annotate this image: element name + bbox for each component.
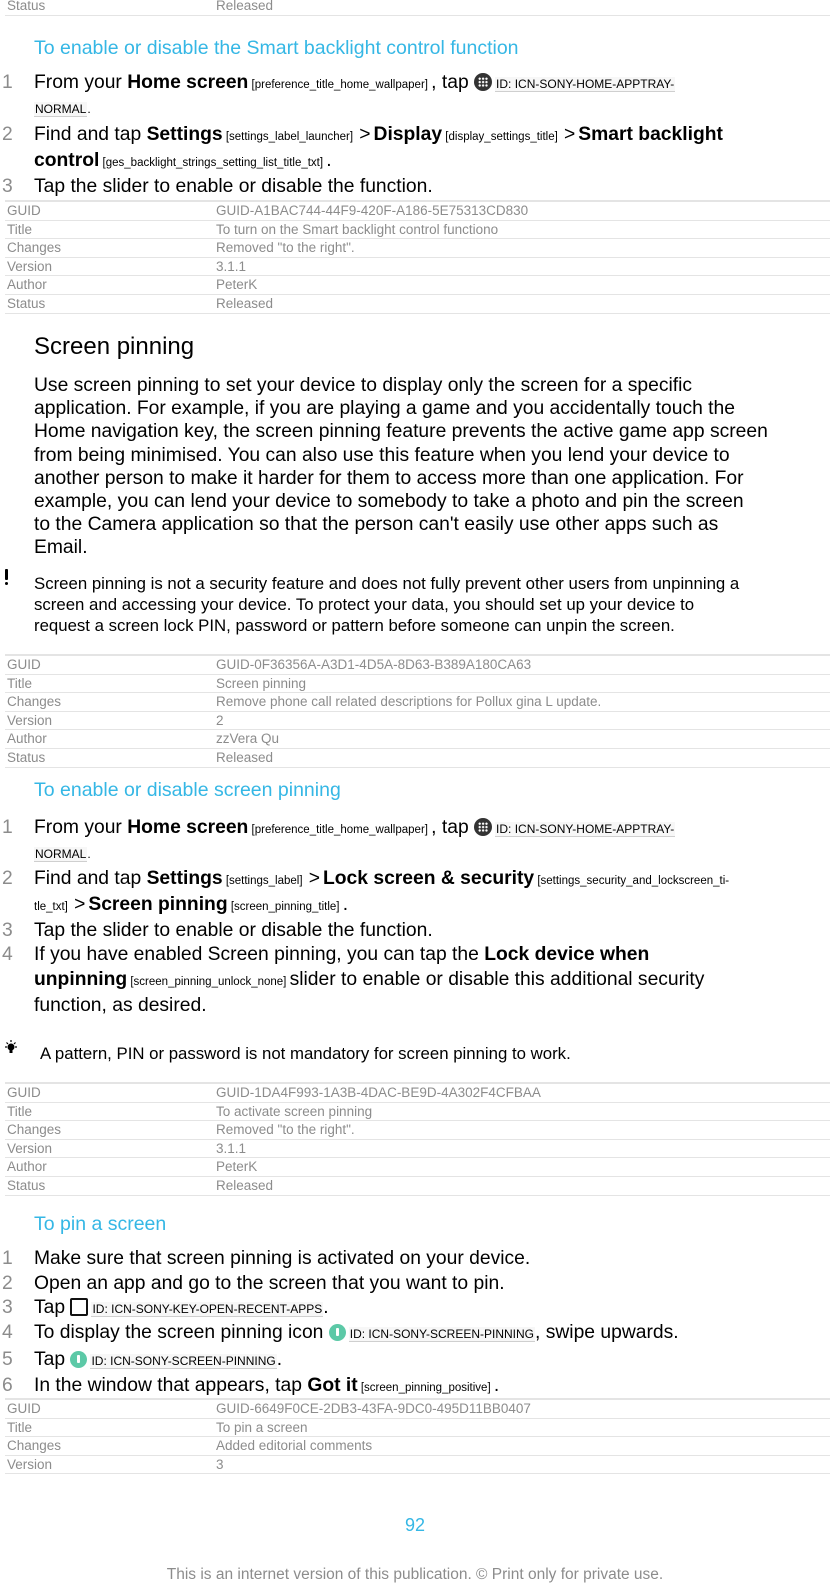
string-id-tag: tle_txt]: [34, 901, 72, 913]
footer-disclaimer: This is an internet version of this publication. © Print only for private use.: [166, 1566, 664, 1583]
step-number: 1: [2, 1248, 13, 1269]
meta-value: GUID-1DA4F993-1A3B-4DAC-BE9D-4A302F4CFBAA: [216, 1085, 541, 1100]
meta-value: Remove phone call related descriptions for Pollux gina L update.: [216, 694, 602, 710]
string-id-tag: [screen_pinning_unlock_none]: [127, 976, 290, 988]
meta-key: Version: [7, 1456, 53, 1472]
meta-value: 3: [216, 1456, 224, 1472]
meta-value: To pin a screen: [216, 1419, 308, 1435]
paragraph-line: Use screen pinning to set your device to display only the screen for a specific: [34, 375, 693, 396]
section-title-pin-a-screen: To pin a screen: [34, 1213, 167, 1235]
meta-value: Released: [216, 749, 274, 765]
paragraph-line: application. For example, if you are playing a game and you accidentally touch the: [34, 398, 735, 420]
step-number: 3: [2, 920, 13, 941]
meta-row: [5, 749, 830, 768]
step-number: 1: [2, 72, 13, 93]
meta-value: Released: [216, 1177, 274, 1193]
screen-pinning-icon: [329, 1324, 346, 1341]
meta-row: [5, 258, 830, 277]
string-id-tag: [preference_title_home_wallpaper]: [248, 824, 432, 836]
warning-icon: [4, 569, 9, 589]
meta-key: Status: [7, 0, 46, 13]
ui-label-home-screen: Home screen: [127, 817, 249, 838]
meta-row: [5, 1419, 830, 1438]
meta-key: Changes: [7, 1122, 62, 1138]
meta-row: [5, 1103, 830, 1122]
meta-table-top: [5, 0, 830, 16]
meta-key: Version: [7, 1140, 53, 1156]
section-title-enable-screen-pinning: To enable or disable screen pinning: [34, 779, 341, 801]
string-id-tag: [ges_backlight_strings_setting_list_title_txt]: [99, 157, 327, 169]
step-number: 2: [2, 1273, 13, 1294]
meta-key: Author: [7, 277, 47, 293]
meta-key: Author: [7, 731, 47, 747]
meta-value: 3.1.1: [216, 258, 247, 274]
meta-row: [5, 0, 830, 16]
meta-row: [5, 1121, 830, 1140]
string-id-tag: [preference_title_home_wallpaper]: [248, 79, 432, 91]
meta-value: PeterK: [216, 1159, 258, 1175]
step-number: 1: [2, 817, 13, 838]
step-text: Tap the slider to enable or disable the function.: [34, 176, 433, 197]
meta-table-4: [5, 1398, 830, 1474]
meta-row: [5, 656, 830, 675]
string-id-tag: [screen_pinning_positive]: [357, 1382, 494, 1394]
meta-row: [5, 1084, 830, 1103]
meta-row: [5, 693, 830, 712]
icon-id-label: NORMAL: [35, 847, 87, 861]
string-id-tag: [settings_label_launcher]: [222, 131, 357, 143]
ui-label-settings: Settings: [146, 124, 223, 145]
step-text: From your: [34, 72, 128, 93]
meta-key: Title: [7, 675, 33, 691]
meta-key: Title: [7, 1419, 33, 1435]
meta-value: Removed "to the right".: [216, 240, 355, 256]
meta-value: GUID-6649F0CE-2DB3-43FA-9DC0-495D11BB0407: [216, 1401, 531, 1416]
page-number: 92: [404, 1515, 426, 1535]
meta-table-1: [5, 200, 830, 314]
meta-table-3: [5, 1082, 830, 1196]
step-text: Open an app and go to the screen that you want to pin.: [34, 1273, 505, 1294]
warning-note: [34, 573, 830, 636]
meta-key: Status: [7, 749, 46, 765]
meta-key: Author: [7, 1159, 47, 1175]
meta-key: Version: [7, 258, 53, 274]
paragraph-line: to the Camera application so that the person can't easily use other apps such as: [34, 514, 719, 536]
string-id-tag: [settings_security_and_lockscreen_ti-: [534, 875, 730, 887]
warning-line: Screen pinning is not a security feature and does not fully prevent other users from unpinning a: [34, 574, 740, 593]
meta-value: 3.1.1: [216, 1140, 247, 1156]
meta-value: Released: [216, 0, 274, 13]
ui-label-got-it: Got it: [307, 1375, 358, 1396]
apptray-icon: [474, 818, 492, 836]
meta-row: [5, 1437, 830, 1456]
meta-table-2: [5, 654, 830, 768]
string-id-tag: [display_settings_title]: [442, 131, 562, 143]
meta-value: To activate screen pinning: [216, 1103, 373, 1119]
meta-row: [5, 239, 830, 258]
meta-key: GUID: [7, 1085, 41, 1100]
meta-row: [5, 712, 830, 731]
ui-label-lock-screen-security: Lock screen & security: [323, 868, 535, 889]
ui-label-lock-device-when: Lock device when: [484, 944, 650, 965]
meta-row: [5, 1400, 830, 1419]
meta-value: GUID-0F36356A-A3D1-4D5A-8D63-B389A180CA63: [216, 657, 532, 672]
section-title-screen-pinning: Screen pinning: [34, 333, 195, 360]
icon-id-label: ID: ICN-SONY-SCREEN-PINNING: [349, 1327, 535, 1341]
meta-value: Screen pinning: [216, 675, 307, 691]
paragraph-line: example, you can lend your device to somebody to take a photo and pin the screen: [34, 490, 744, 512]
meta-key: Version: [7, 712, 53, 728]
meta-value: Removed "to the right".: [216, 1122, 355, 1138]
paragraph-line: Email.: [34, 537, 88, 559]
meta-key: Status: [7, 295, 46, 311]
screen-pinning-paragraph: [34, 374, 830, 560]
section-title-smart-backlight: To enable or disable the Smart backlight control function: [34, 37, 519, 59]
ui-label-control: control: [34, 150, 100, 171]
meta-row: [5, 1158, 830, 1177]
meta-row: [5, 1177, 830, 1196]
meta-key: GUID: [7, 1401, 41, 1416]
step-number: 2: [2, 124, 13, 145]
paragraph-line: Home navigation key, the screen pinning feature prevents the active game app screen: [34, 421, 768, 443]
ui-label-display: Display: [373, 124, 443, 145]
icon-id-label: ID: ICN-SONY-SCREEN-PINNING: [91, 1354, 276, 1368]
warning-line: request a screen lock PIN, password or pattern before someone can unpin the screen.: [34, 616, 675, 635]
icon-id-label: ID: ICN-SONY-HOME-APPTRAY-: [496, 822, 675, 836]
meta-value: Released: [216, 295, 274, 311]
meta-row: [5, 295, 830, 314]
tip-lightbulb-icon: [4, 1040, 18, 1056]
ui-label-home-screen: Home screen: [127, 72, 249, 93]
meta-value: 2: [216, 712, 224, 728]
meta-key: Title: [7, 1103, 33, 1119]
step-number: 4: [2, 1322, 13, 1343]
ui-label-settings: Settings: [146, 868, 223, 889]
meta-row: [5, 675, 830, 694]
icon-id-label: ID: ICN-SONY-KEY-OPEN-RECENT-APPS: [92, 1302, 323, 1316]
meta-key: Changes: [7, 240, 62, 256]
recent-apps-icon: [70, 1298, 88, 1316]
step-number: 3: [2, 1297, 13, 1318]
ui-label-screen-pinning: Screen pinning: [88, 894, 228, 915]
meta-value: zzVera Qu: [216, 731, 280, 747]
screen-pinning-icon: [70, 1351, 87, 1368]
meta-key: Status: [7, 1177, 46, 1193]
meta-row: [5, 221, 830, 240]
meta-key: GUID: [7, 203, 41, 218]
meta-key: GUID: [7, 657, 41, 672]
icon-id-label: ID: ICN-SONY-HOME-APPTRAY-: [496, 77, 675, 91]
meta-value: PeterK: [216, 277, 258, 293]
paragraph-line: another person to make it harder for them to access more than one application. For: [34, 467, 744, 489]
meta-row: [5, 1456, 830, 1475]
meta-key: Changes: [7, 1438, 62, 1454]
step-text: Make sure that screen pinning is activated on your device.: [34, 1248, 531, 1269]
meta-row: [5, 1140, 830, 1159]
ui-label-smart-backlight: Smart backlight: [578, 124, 723, 145]
meta-value: Added editorial comments: [216, 1438, 373, 1454]
meta-row: [5, 730, 830, 749]
meta-row: [5, 202, 830, 221]
paragraph-line: from being minimised. You can also use this feature when you lend your device to: [34, 444, 730, 466]
meta-value: To turn on the Smart backlight control functiono: [216, 221, 499, 237]
step-number: 3: [2, 176, 13, 197]
step-number: 4: [2, 944, 13, 965]
step-text: Tap the slider to enable or disable the function.: [34, 920, 433, 941]
string-id-tag: [settings_label]: [222, 875, 306, 887]
step-number: 5: [2, 1349, 13, 1370]
string-id-tag: [screen_pinning_title]: [227, 901, 343, 913]
step-number: 2: [2, 868, 13, 889]
warning-line: screen and accessing your device. To protect your data, you should set up your device to: [34, 595, 695, 614]
meta-row: [5, 276, 830, 295]
meta-key: Changes: [7, 694, 62, 710]
meta-value: GUID-A1BAC744-44F9-420F-A186-5E75313CD830: [216, 203, 529, 218]
icon-id-label: NORMAL: [35, 102, 87, 116]
tip-note: A pattern, PIN or password is not mandatory for screen pinning to work.: [40, 1044, 571, 1063]
ui-label-unpinning: unpinning: [34, 969, 128, 990]
step-number: 6: [2, 1375, 13, 1396]
meta-key: Title: [7, 221, 33, 237]
apptray-icon: [474, 73, 492, 91]
